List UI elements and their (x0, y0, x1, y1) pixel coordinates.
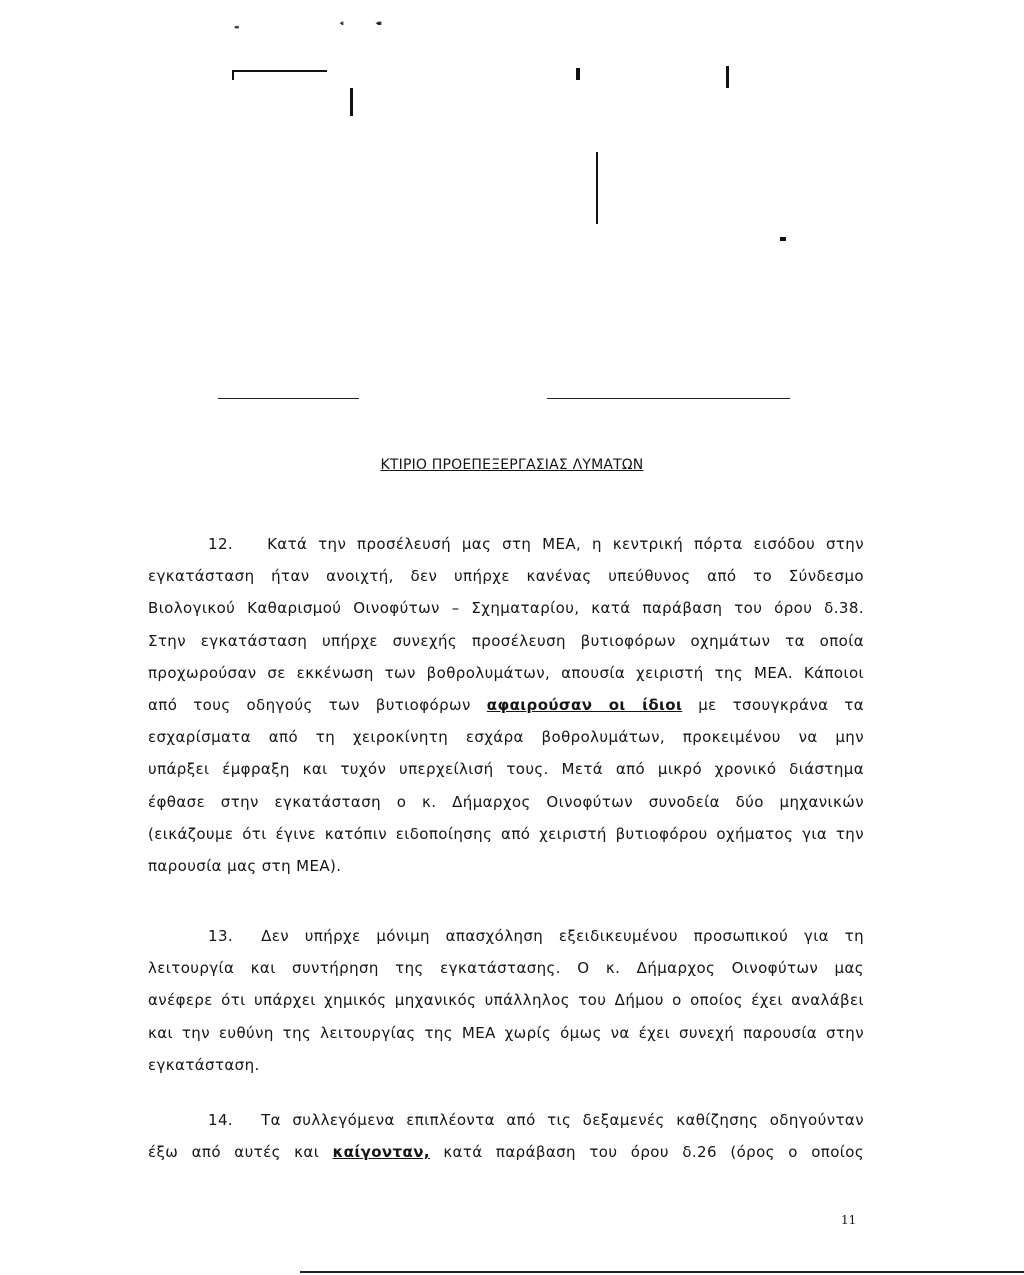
scan-artifact-line (232, 70, 234, 80)
text-line: (εικάζουμε ότι έγινε κατόπιν ειδοποίησης από χειριστή βυτιοφόρου οχήματος για την (148, 824, 864, 843)
scan-artifact-line (780, 237, 786, 241)
paragraph-12 (148, 528, 864, 882)
text-segment: Κατά την προσέλευσή μας στη ΜΕΑ, η κεντρική πόρτα εισόδου στην (267, 535, 864, 553)
scan-artifact-line (726, 66, 729, 88)
caption-rule-left (218, 398, 359, 399)
text-line: Βιολογικού Καθαρισμού Οινοφύτων – Σχηματαρίου, κατά παράβαση του όρου δ.38. (148, 599, 864, 618)
text-line: εγκατάσταση. (148, 1055, 260, 1074)
text-line (148, 920, 864, 952)
text-line: ανέφερε ότι υπάρχει χημικός μηχανικός υπάλληλος του Δήμου ο οποίος έχει αναλάβει (148, 991, 864, 1010)
scan-artifact-line (350, 88, 353, 116)
text-line (148, 528, 864, 560)
text-segment: με τσουγκράνα τα (698, 695, 865, 714)
text-segment: Δεν υπήρχε μόνιμη απασχόληση εξειδικευμένου προσωπικού για τη (261, 927, 864, 945)
page-number: 11 (841, 1213, 857, 1227)
text-line: και την ευθύνη της λειτουργίας της ΜΕΑ χωρίς όμως να έχει συνεχή παρουσία στην (148, 1023, 864, 1042)
paragraph-number: 14. (208, 1111, 234, 1129)
scan-artifact-line (232, 70, 327, 72)
text-segment: έξω από αυτές και (148, 1143, 320, 1162)
text-line: υπάρξει έμφραξη και τυχόν υπερχείλισή τους. Μετά από μικρό χρονικό διάστημα (148, 760, 864, 779)
text-line: παρουσία μας στη ΜΕΑ). (148, 856, 342, 875)
paragraph-13 (148, 920, 864, 1081)
emphasized-text: καίγονταν, (332, 1143, 430, 1162)
text-segment: κατά παράβαση του όρου δ.26 (όρος ο οποίος (443, 1143, 865, 1162)
text-line: έφθασε στην εγκατάσταση ο κ. Δήμαρχος Οινοφύτων συνοδεία δύο μηχανικών (148, 792, 864, 811)
text-line: εγκατάσταση ήταν ανοιχτή, δεν υπήρχε κανένας υπεύθυνος από το Σύνδεσμο (148, 567, 864, 586)
scan-artifact-line (596, 152, 598, 224)
paragraph-number: 12. (208, 535, 234, 553)
emphasized-text: αφαιρούσαν οι ίδιοι (486, 695, 683, 714)
text-line: λειτουργία και συντήρηση της εγκατάστασης. Ο κ. Δήμαρχος Οινοφύτων μας (148, 959, 864, 978)
text-line (148, 1104, 864, 1136)
text-line: Στην εγκατάσταση υπήρχε συνεχής προσέλευση βυτιοφόρων οχημάτων τα οποία (148, 631, 864, 650)
paragraph-14 (148, 1104, 864, 1168)
caption-rule-right (547, 398, 790, 399)
text-line: προχωρούσαν σε εκκένωση των βοθρολυμάτων, απουσία χειριστή της ΜΕΑ. Κάποιοι (148, 663, 864, 682)
text-line (148, 1136, 864, 1168)
text-segment: Τα συλλεγόμενα επιπλέοντα από τις δεξαμενές καθίζησης οδηγούνταν (261, 1111, 864, 1129)
text-line (148, 689, 864, 721)
scan-artifact-bottom-rule (300, 1271, 1024, 1273)
scan-artifact-line (576, 68, 580, 80)
text-segment: από τους οδηγούς των βυτιοφόρων (148, 695, 471, 714)
paragraph-number: 13. (208, 927, 234, 945)
photo-caption: ΚΤΙΡΙΟ ΠΡΟΕΠΕΞΕΡΓΑΣΙΑΣ ΛΥΜΑΤΩΝ (380, 457, 644, 473)
text-line: εσχαρίσματα από τη χειροκίνητη εσχάρα βοθρολυμάτων, προκειμένου να μην (148, 728, 864, 747)
